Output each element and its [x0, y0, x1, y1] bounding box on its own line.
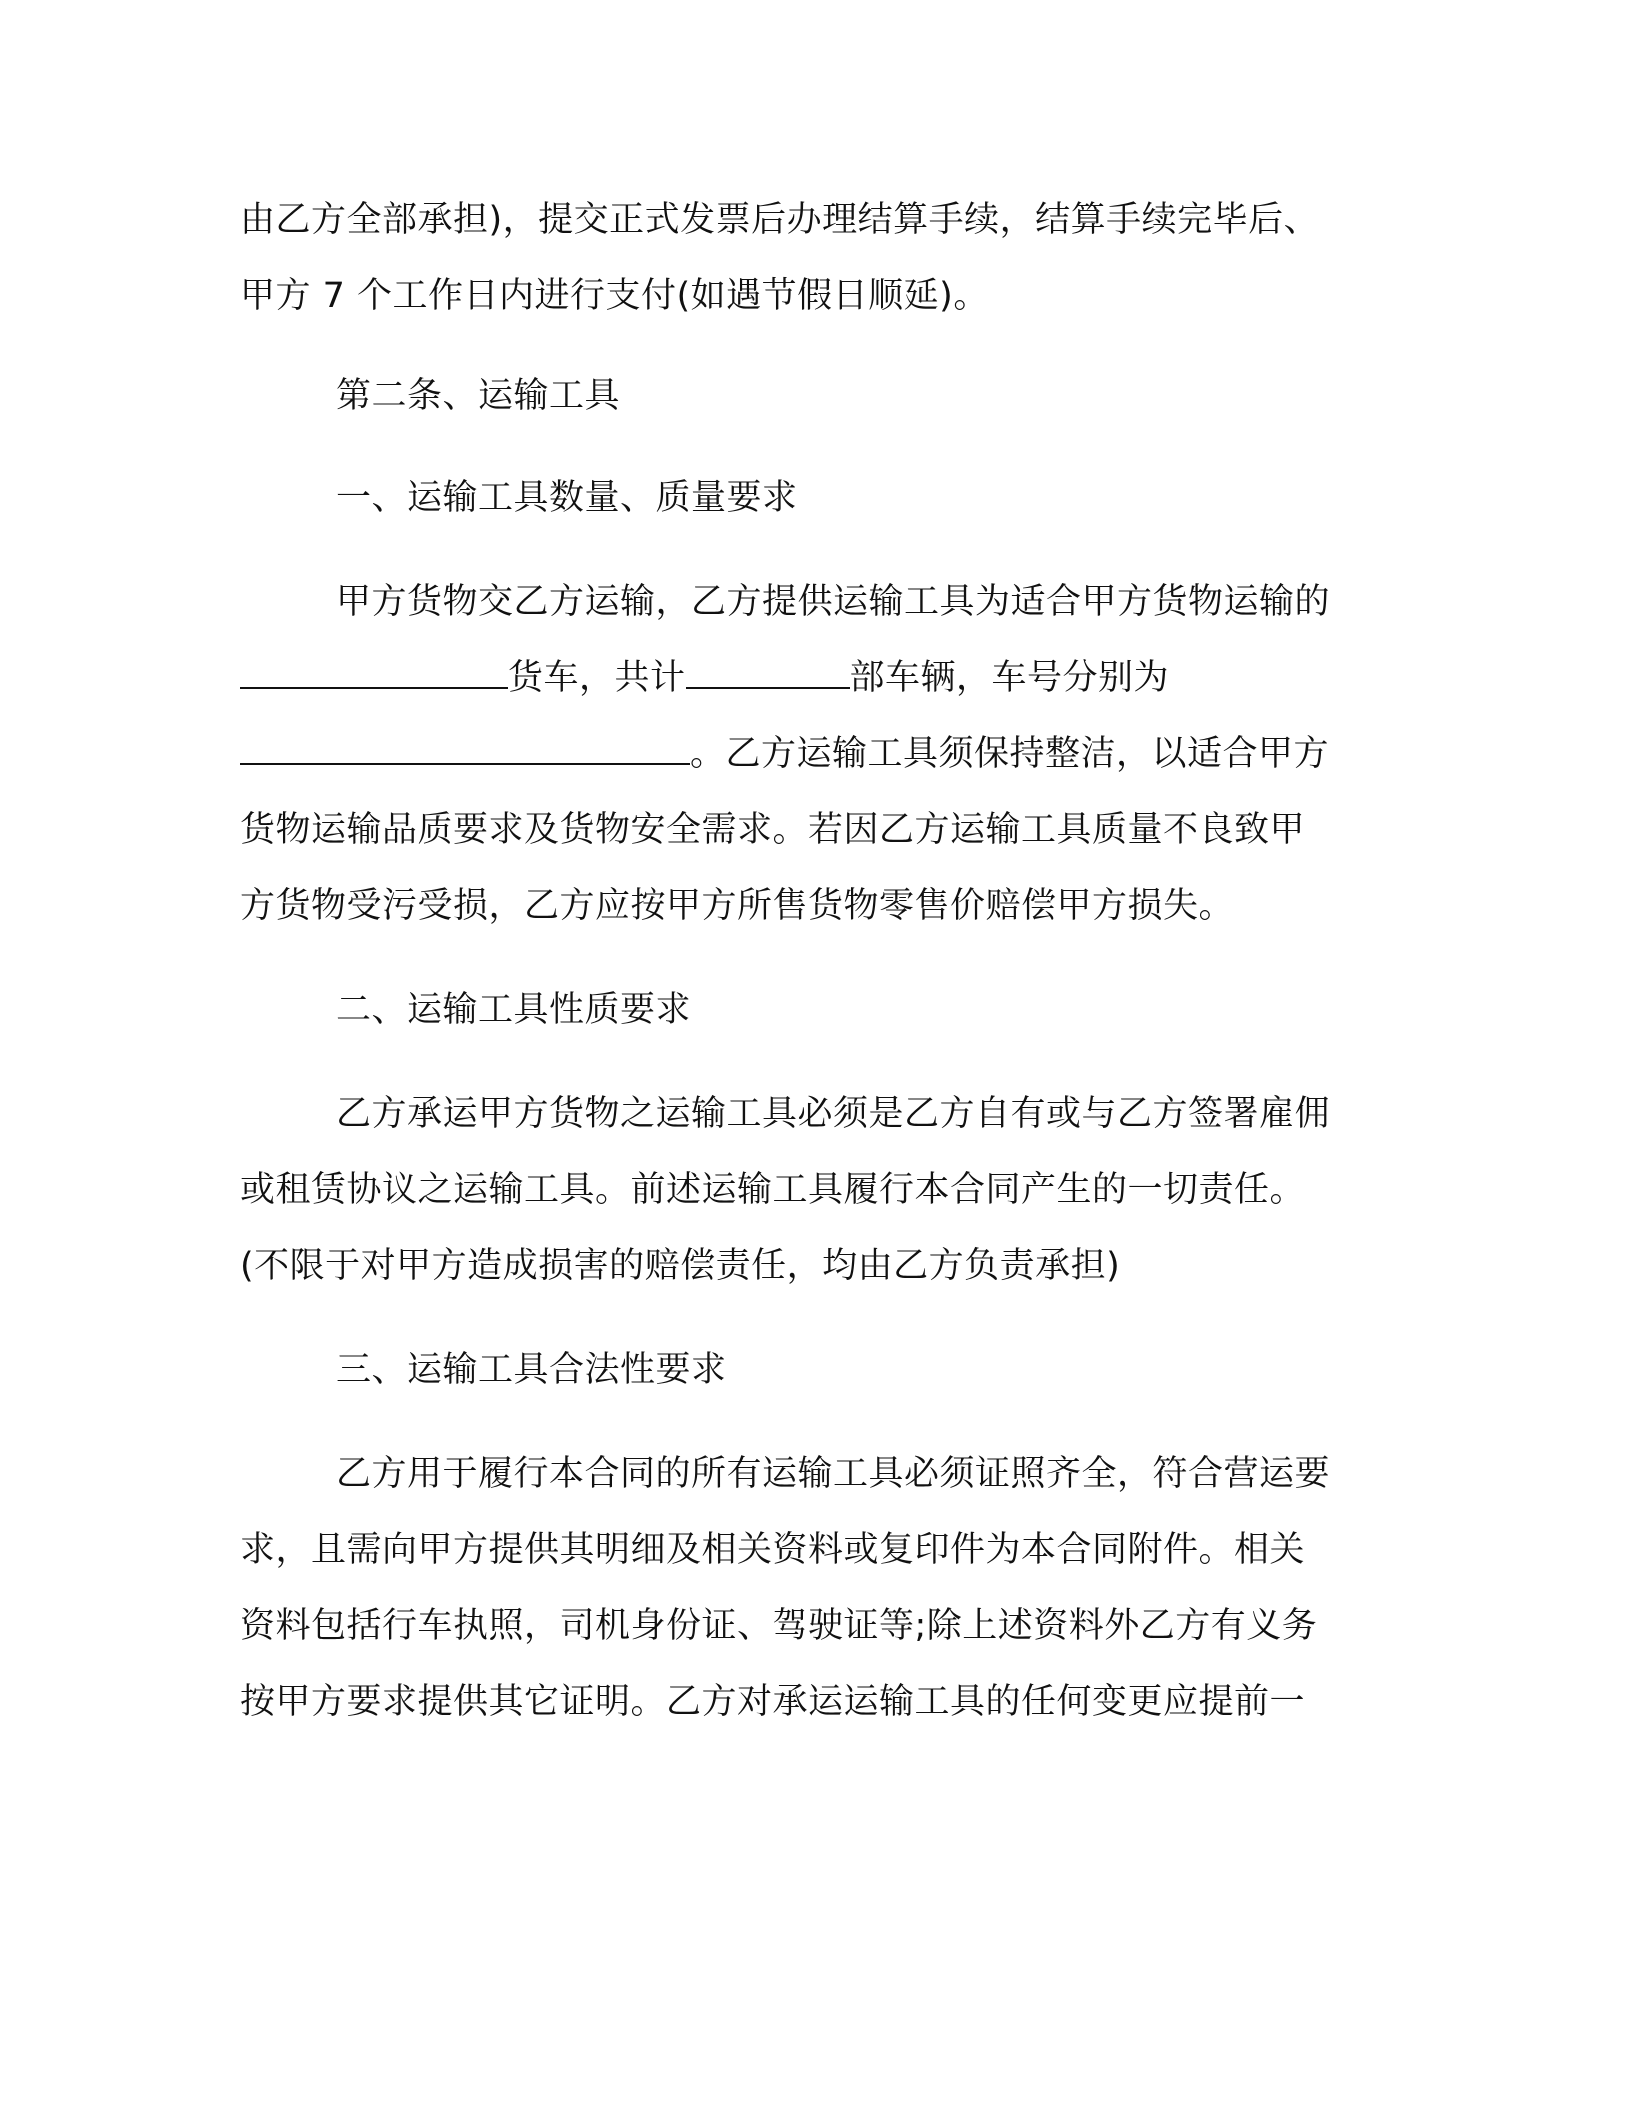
paragraph-line: (不限于对甲方造成损害的赔偿责任，均由乙方负责承担) [240, 1246, 1121, 1286]
section-heading: 一、运输工具数量、质量要求 [336, 478, 798, 518]
paragraph-line: 乙方承运甲方货物之运输工具必须是乙方自有或与乙方签署雇佣 [336, 1094, 1331, 1134]
paragraph-line: 甲方 7 个工作日内进行支付(如遇节假日顺延)。 [240, 276, 989, 316]
paragraph-line: 甲方货物交乙方运输，乙方提供运输工具为适合甲方货物运输的 [336, 582, 1331, 622]
paragraph-line: 按甲方要求提供其它证明。乙方对承运运输工具的任何变更应提前一 [240, 1682, 1306, 1722]
text-fragment: 货车，共计 [508, 658, 686, 698]
text-fragment: 。乙方运输工具须保持整洁，以适合甲方 [690, 734, 1330, 774]
paragraph-line: 货物运输品质要求及货物安全需求。若因乙方运输工具质量不良致甲 [240, 810, 1306, 850]
paragraph-line: 方货物受污受损，乙方应按甲方所售货物零售价赔偿甲方损失。 [240, 886, 1235, 926]
paragraph-line: 或租赁协议之运输工具。前述运输工具履行本合同产生的一切责任。 [240, 1170, 1306, 1210]
paragraph-line-with-blanks [240, 654, 1380, 702]
paragraph-line: 乙方用于履行本合同的所有运输工具必须证照齐全，符合营运要 [336, 1454, 1331, 1494]
fill-in-blank[interactable] [240, 657, 508, 689]
text-fragment: 部车辆，车号分别为 [849, 658, 1170, 698]
fill-in-blank[interactable] [240, 733, 690, 765]
paragraph-line: 由乙方全部承担)，提交正式发票后办理结算手续，结算手续完毕后、 [240, 200, 1320, 240]
paragraph-line: 求，且需向甲方提供其明细及相关资料或复印件为本合同附件。相关 [240, 1530, 1306, 1570]
section-heading: 二、运输工具性质要求 [336, 990, 692, 1030]
article-heading: 第二条、运输工具 [336, 376, 621, 416]
section-heading: 三、运输工具合法性要求 [336, 1350, 727, 1390]
paragraph-line: 资料包括行车执照，司机身份证、驾驶证等;除上述资料外乙方有义务 [240, 1606, 1318, 1646]
paragraph-line-with-blanks [240, 730, 1380, 778]
fill-in-blank[interactable] [686, 657, 850, 689]
